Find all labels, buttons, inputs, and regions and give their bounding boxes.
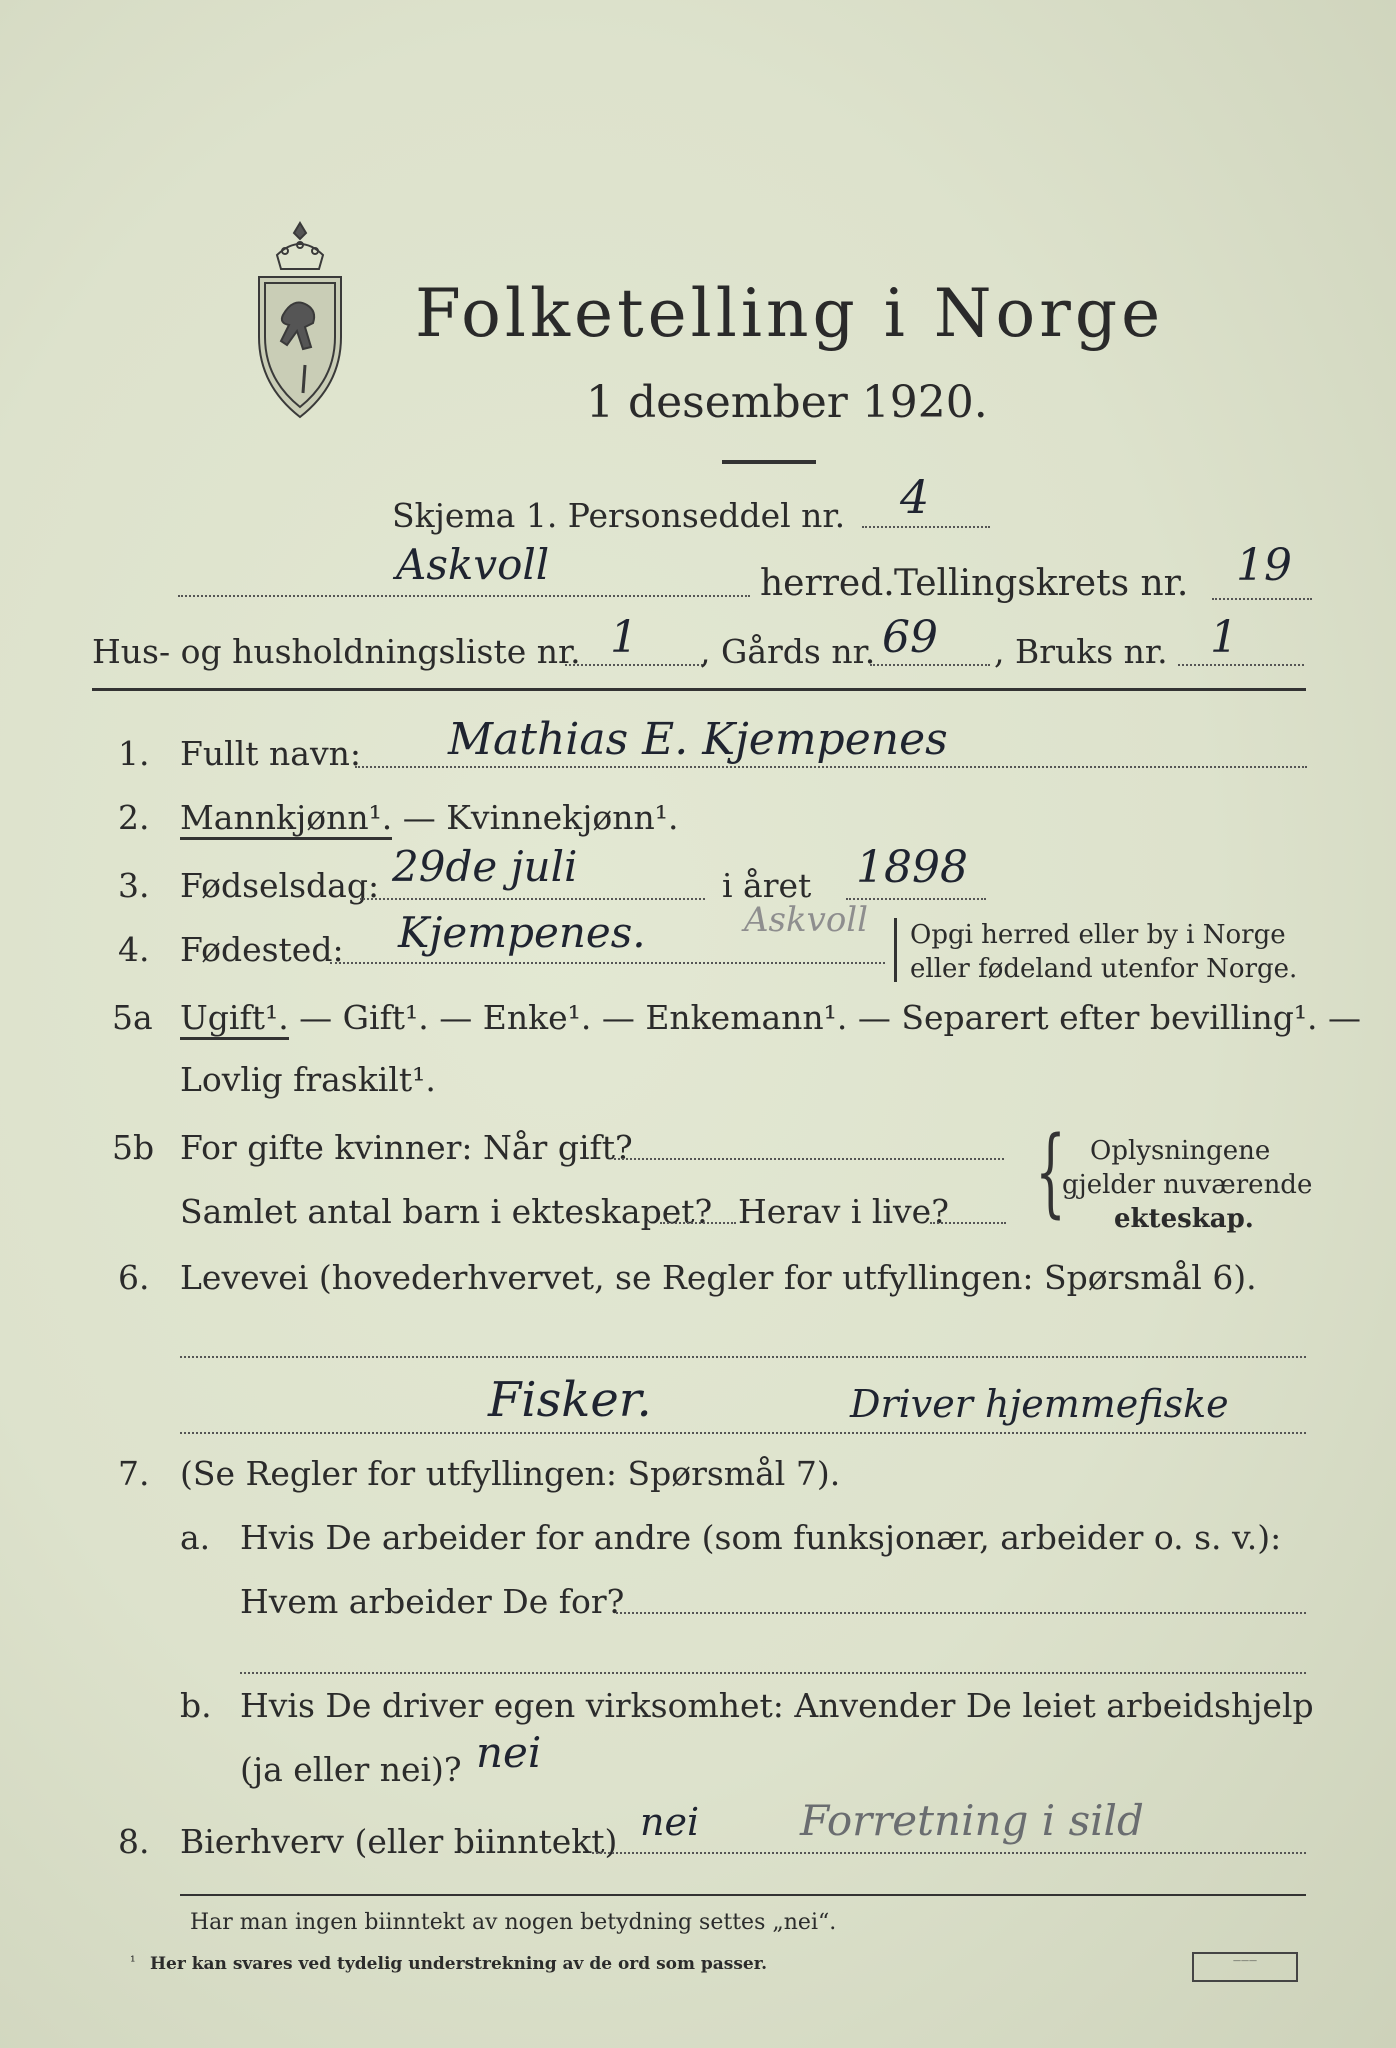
q5b-note-1: Oplysningene — [1090, 1136, 1271, 1166]
q3-label: Fødselsdag: — [180, 866, 380, 905]
bruks-label: , Bruks nr. — [994, 632, 1168, 671]
q2-number: 2. — [118, 798, 150, 837]
title-divider — [722, 460, 816, 464]
husliste-label: Hus- og husholdningsliste nr. — [92, 632, 581, 671]
bruks-value: 1 — [1210, 612, 1238, 663]
q7b-letter: b. — [180, 1686, 212, 1725]
birth-year-value: 1898 — [856, 842, 968, 893]
q5a-options — [180, 998, 1361, 1037]
tellingskrets-label: Tellingskrets nr. — [894, 563, 1189, 604]
gender-separator: — — [392, 798, 447, 837]
census-date: 1 desember 1920. — [586, 377, 988, 428]
employer-line-2 — [240, 1672, 1306, 1674]
q7b-label: Hvis De driver egen virksomhet: Anvender De leiet arbeidshjelp — [240, 1686, 1314, 1725]
q7a-label-2: Hvem arbeider De for? — [240, 1582, 625, 1621]
occupation-detail-value: Driver hjemmefiske — [850, 1382, 1229, 1426]
q4-note-2: eller fødeland utenfor Norge. — [910, 954, 1298, 984]
q5b-note-3: ekteskap. — [1114, 1204, 1254, 1234]
children-line — [660, 1222, 736, 1224]
full-name-value: Mathias E. Kjempenes — [448, 714, 948, 765]
employer-line — [616, 1612, 1306, 1614]
q6-line-1 — [180, 1356, 1306, 1358]
occupation-value: Fisker. — [488, 1372, 652, 1428]
female-option: Kvinnekjønn¹. — [446, 798, 679, 837]
q5b-label-1: For gifte kvinner: Når gift? — [180, 1128, 633, 1167]
q5b-note-2: gjelder nuværende — [1062, 1170, 1313, 1200]
q5a-number: 5a — [112, 998, 153, 1037]
q1-line — [355, 766, 1307, 768]
birthplace-value: Kjempenes. — [398, 908, 646, 957]
lovlig-fraskilt-option: Lovlig fraskilt¹. — [180, 1060, 436, 1099]
footer-note: Har man ingen biinntekt av nogen betydning settes „nei“. — [190, 1910, 837, 1935]
gards-line — [870, 664, 990, 666]
ugift-option: Ugift¹. — [180, 998, 289, 1040]
herred-label: herred. — [760, 563, 895, 604]
birthplace-line — [330, 962, 885, 964]
printer-stamp-mark: ——— — [1233, 1956, 1257, 1965]
q8-label: Bierhverv (eller biinntekt) — [180, 1822, 618, 1861]
personseddel-value: 4 — [900, 470, 930, 524]
q6-label: Levevei (hovederhvervet, se Regler for utfyllingen: Spørsmål 6). — [180, 1258, 1257, 1297]
q4-number: 4. — [118, 930, 150, 969]
secondary-income-line — [592, 1852, 1306, 1854]
q7b-label-2: (ja eller nei)? — [240, 1750, 462, 1789]
q5b-label-3: Herav i live? — [738, 1192, 949, 1231]
bruks-line — [1178, 664, 1304, 666]
husliste-line — [565, 664, 703, 666]
form-title: Folketelling i Norge — [415, 275, 1165, 352]
q2-line — [180, 798, 679, 837]
printer-stamp — [1192, 1952, 1298, 1982]
q1-number: 1. — [118, 734, 150, 773]
secondary-income-value-2: Forretning i sild — [800, 1796, 1144, 1845]
q3-number: 3. — [118, 866, 150, 905]
q5b-label-2: Samlet antal barn i ekteskapet? — [180, 1192, 713, 1231]
personseddel-line — [862, 526, 990, 528]
married-when-line — [614, 1158, 1004, 1160]
coat-of-arms-icon — [245, 215, 355, 425]
tellingskrets-value: 19 — [1236, 540, 1292, 591]
other-marital-options: — Gift¹. — Enke¹. — Enkemann¹. — Separert efter bevilling¹. — — [288, 998, 1362, 1037]
q4-label: Fødested: — [180, 930, 344, 969]
q1-label: Fullt navn: — [180, 734, 361, 773]
q6-line-2 — [180, 1432, 1306, 1434]
hired-help-value: nei — [476, 1728, 542, 1777]
q7a-letter: a. — [180, 1518, 211, 1557]
alive-line — [930, 1222, 1006, 1224]
herred-value: Askvoll — [396, 540, 550, 589]
gards-label: , Gårds nr. — [700, 632, 876, 671]
q8-number: 8. — [118, 1822, 150, 1861]
birthday-value: 29de juli — [392, 842, 578, 891]
skjema-label: Skjema 1. Personseddel nr. — [392, 496, 846, 535]
birthday-line — [360, 898, 705, 900]
footnote-text: Her kan svares ved tydelig understrekning av de ord som passer. — [150, 1954, 768, 1974]
q5b-number: 5b — [112, 1128, 155, 1167]
tellingskrets-line — [1212, 598, 1312, 600]
gards-value: 69 — [882, 612, 938, 663]
male-option: Mannkjønn¹. — [180, 798, 392, 840]
q7-number: 7. — [118, 1454, 150, 1493]
year-label: i året — [722, 866, 812, 905]
footnote-mark: ¹ — [130, 1954, 136, 1970]
header-rule — [92, 688, 1306, 691]
husliste-value: 1 — [610, 612, 638, 663]
q6-number: 6. — [118, 1258, 150, 1297]
q4-note-1: Opgi herred eller by i Norge — [910, 920, 1286, 950]
q7-label: (Se Regler for utfyllingen: Spørsmål 7). — [180, 1454, 841, 1493]
footer-rule — [180, 1894, 1306, 1896]
q4-bracket — [894, 918, 897, 982]
secondary-income-value-1: nei — [640, 1800, 700, 1844]
q7a-label: Hvis De arbeider for andre (som funksjonær, arbeider o. s. v.): — [240, 1518, 1282, 1557]
q5b-brace: { — [1035, 1116, 1066, 1228]
herred-line — [178, 595, 750, 597]
birthplace-annotation: Askvoll — [744, 900, 869, 940]
